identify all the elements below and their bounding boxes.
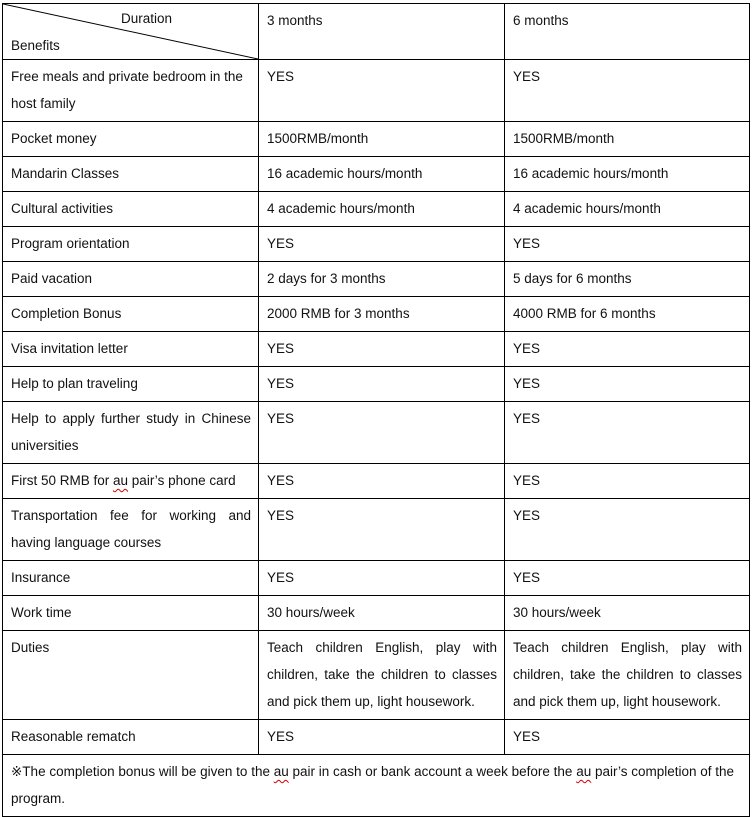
table-row (3, 262, 750, 297)
benefit-cell (3, 464, 259, 499)
benefit-cell: Transportation fee for working and having language courses (3, 499, 259, 561)
footnote-text-part-3: pair’s completion of the program. (11, 764, 735, 806)
table-row (3, 227, 750, 262)
note-row (3, 755, 750, 817)
benefit-cell: Visa invitation letter (3, 332, 259, 367)
benefit-cell: Cultural activities (3, 192, 259, 227)
benefit-cell: Help to plan traveling (3, 367, 259, 402)
table-row (3, 157, 750, 192)
value-3-months-cell: 2000 RMB for 3 months (259, 297, 505, 332)
table-row (3, 720, 750, 755)
value-3-months-cell: YES (259, 402, 505, 464)
value-3-months-cell: 16 academic hours/month (259, 157, 505, 192)
duration-header-label: Duration (121, 11, 173, 26)
footnote-cell (3, 755, 750, 817)
benefit-text: pair’s phone card (128, 473, 236, 488)
spellcheck-word-au: au (113, 473, 129, 488)
value-3-months-cell: YES (259, 720, 505, 755)
value-6-months-cell: YES (505, 402, 750, 464)
table-row (3, 192, 750, 227)
value-6-months-cell: YES (505, 60, 750, 122)
table-row (3, 561, 750, 596)
value-3-months-cell: YES (259, 464, 505, 499)
value-3-months-cell: 1500RMB/month (259, 122, 505, 157)
value-6-months-cell: 4000 RMB for 6 months (505, 297, 750, 332)
table-row (3, 402, 750, 464)
diagonal-header-cell (3, 4, 259, 60)
footnote-text-part-1: ※The completion bonus will be given to the (11, 764, 274, 779)
value-3-months-cell: YES (259, 60, 505, 122)
benefit-cell: Work time (3, 596, 259, 631)
benefit-cell: Duties (3, 631, 259, 720)
benefit-cell: Pocket money (3, 122, 259, 157)
benefits-table (2, 3, 750, 817)
value-3-months-cell: YES (259, 499, 505, 561)
value-6-months-cell: 1500RMB/month (505, 122, 750, 157)
footnote-text-part-2: pair in cash or bank account a week before the (288, 764, 577, 779)
value-6-months-cell: YES (505, 464, 750, 499)
value-3-months-cell: YES (259, 367, 505, 402)
value-3-months-cell: YES (259, 561, 505, 596)
benefit-cell: Completion Bonus (3, 297, 259, 332)
column-header-3-months: 3 months (259, 4, 505, 60)
spellcheck-word-au: au (576, 764, 592, 779)
benefit-text: First 50 RMB for (11, 473, 114, 488)
benefits-header-label: Benefits (11, 38, 60, 53)
value-6-months-cell: 5 days for 6 months (505, 262, 750, 297)
table-row (3, 596, 750, 631)
benefit-cell: Help to apply further study in Chinese universities (3, 402, 259, 464)
spellcheck-word-au: au (273, 764, 289, 779)
table-row (3, 367, 750, 402)
benefit-cell: Mandarin Classes (3, 157, 259, 192)
value-6-months-cell: 4 academic hours/month (505, 192, 750, 227)
value-3-months-cell: 2 days for 3 months (259, 262, 505, 297)
column-header-6-months: 6 months (505, 4, 750, 60)
value-6-months-cell: Teach children English, play with children, take the children to classes and pick them up, light housework. (505, 631, 750, 720)
value-3-months-cell: YES (259, 332, 505, 367)
table-row (3, 122, 750, 157)
benefit-cell: Insurance (3, 561, 259, 596)
table-row (3, 297, 750, 332)
table-row (3, 332, 750, 367)
value-3-months-cell: Teach children English, play with children, take the children to classes and pick them up, light housework. (259, 631, 505, 720)
value-6-months-cell: YES (505, 332, 750, 367)
table-row (3, 631, 750, 720)
benefit-cell: Reasonable rematch (3, 720, 259, 755)
value-6-months-cell: YES (505, 561, 750, 596)
value-3-months-cell: YES (259, 227, 505, 262)
value-6-months-cell: YES (505, 227, 750, 262)
table-row (3, 499, 750, 561)
benefit-cell: Program orientation (3, 227, 259, 262)
benefit-cell: Paid vacation (3, 262, 259, 297)
value-6-months-cell: 16 academic hours/month (505, 157, 750, 192)
header-row (3, 4, 750, 60)
value-3-months-cell: 4 academic hours/month (259, 192, 505, 227)
value-6-months-cell: 30 hours/week (505, 596, 750, 631)
value-6-months-cell: YES (505, 367, 750, 402)
table-row (3, 60, 750, 122)
benefit-cell: Free meals and private bedroom in the host family (3, 60, 259, 122)
value-3-months-cell: 30 hours/week (259, 596, 505, 631)
table-row (3, 464, 750, 499)
value-6-months-cell: YES (505, 720, 750, 755)
value-6-months-cell: YES (505, 499, 750, 561)
